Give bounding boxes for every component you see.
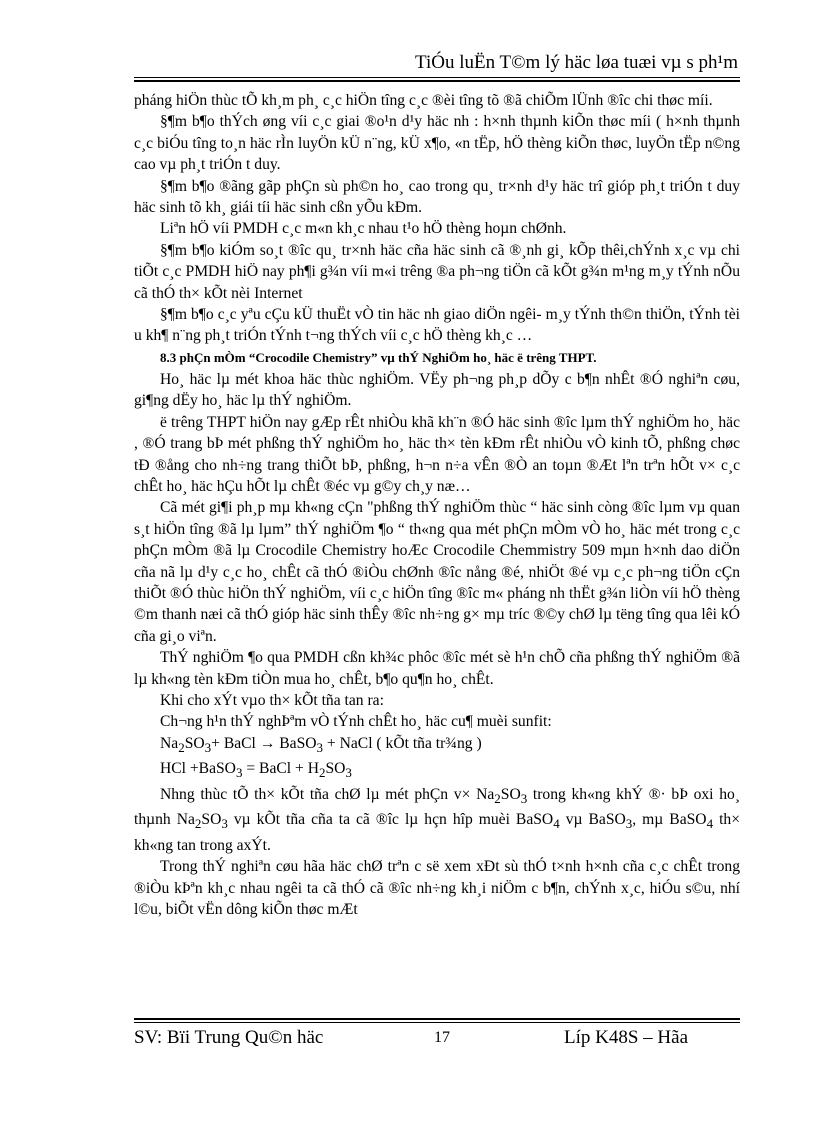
class-label: Líp K48S – Hãa [564,1027,689,1048]
text: SO [500,785,521,803]
header-rule [134,77,740,78]
equation [134,733,740,759]
section-heading: 8.3 phÇn mÒm “Crocodile Chemistry” vµ thÝ NghiÖm ho¸ häc ë trêng THPT. [160,349,597,365]
paragraph: §¶m b¶o thÝch øng víi c¸c giai ®o¹n d¹y häc nh : h×nh thµnh kiÕn thøc míi ( h×nh thµnh c¸c biÓu tîng to¸n häc rÌn luyÖn kÜ n¨ng, kÜ x¶o, «n tËp, hÖ thèng kiÕn thøc, luyÖn tËp n©ng cao vµ ph¸t triÓn t duy. [134,113,740,174]
paragraph: Trong thÝ nghiªn cøu hãa häc chØ trªn c së xem xÐt sù thÓ t×nh h×nh cña c¸c chÊt trong ®iÒu kÞªn kh¸c nhau ngêi ta cã thÓ cã ®îc nh÷ng kh¸i niÖm c b¶n, chÝnh x¸c, hiÓu s©u, nhí l©u, biÕt vËn dông kiÕn thøc mÆt [134,858,740,919]
eq-text: SO [325,760,346,778]
eq-sub: 3 [204,739,212,755]
paragraph: §¶m b¶o c¸c yªu cÇu kÜ thuËt vÒ tin häc nh giao diÖn ngêi- m¸y tÝnh th©n thiÖn, tÝnh tèi u kh¶ n¨ng ph¸t triÓn tÝnh t¬ng thÝch víi c¸c hÖ thèng kh¸c … [134,306,740,345]
footer-rule-thick [134,1018,740,1020]
text-sub: 3 [520,790,528,806]
paragraph: ë trêng THPT hiÖn nay gÆp rÊt nhiÒu khã kh¨n ®Ó häc sinh ®îc lµm thÝ nghiÖm ho¸ häc , ®Ó trang bÞ mét phßng thÝ nghiÖm ho¸ häc th× tèn kÐm rÊt nhiÒu vÒ kinh tÕ, phßng chøc tÐ ®ång cho nh÷ng trang thiÕt bÞ, phßng, h¬n n÷a vÊn ®Ò an toµn ®Æt lªn trªn hÕt v× c¸c chÊt ho¸ häc hÇu hÕt lµ chÊt ®éc vµ g©y ch¸y næ… [134,413,740,495]
paragraph: §¶m b¶o kiÓm so¸t ®îc qu¸ tr×nh häc cña häc sinh cã ®¸nh gi¸ kÕp thêi,chÝnh x¸c vµ chi tiÕt c¸c PMDH hiÖ nay ph¶i g¾n víi m«i trêng ®a ph¬ng tiÖn cã kÕt g¾n m¹ng m¸y tÝnh nÕu cã thÓ th× kÕt nèi Internet [134,241,740,302]
eq-sub: 3 [345,765,352,781]
document-body [134,90,740,920]
paragraph: Cã mét gi¶i ph¸p mµ kh«ng cÇn "phßng thÝ nghiÖm thùc “ häc sinh còng ®îc lµm vµ quan s¸t hiÖn tîng ®ã lµ lµm” thÝ nghiÖm ¶o “ th«ng qua mét phÇn mÒm vÒ ho¸ häc mét trong c¸c phÇn mÒm ®ã lµ Crocodile Chemistry hoÆc Crocodile Chemmistry 509 mµn h×nh dao diÖn cña nã lµ d¹y c¸c ho¸ chÊt cã thÓ ®iÒu chØnh ®îc nång ®é, nhiÖt ®é vµ c¸c ph¬ng tiÖn cÇn thiÕt ®Ó thùc hiÖn thÝ nghiÖm, víi c¸c hiÖn tîng ®îc m« pháng nh thËt g¾n liÒn víi hÖ thèng ©m thanh næi cã thÓ gióp häc sinh thÊy ®îc nh÷ng g× mµ tríc ®©y chØ lµ tëng tîng qua lêi kÓ cña gi¸o viªn. [134,499,740,645]
student-name: SV: Bïi Trung Qu©n häc [134,1027,324,1048]
eq-text: + BaCl [211,734,260,752]
text-sub: 3 [625,816,633,832]
text: th× kh«ng tan trong axÝt. [134,811,740,854]
equation [134,758,740,784]
eq-sub: 2 [318,765,326,781]
eq-sub: 3 [235,765,243,781]
text-sub: 2 [494,790,501,806]
paragraph: Khi cho xÝt vµo th× kÕt tña tan ra: [160,691,384,709]
eq-sub: 3 [316,739,324,755]
arrow-icon: → [259,734,276,752]
eq-text: + NaCl ( kÕt tña tr¾ng ) [323,734,482,752]
eq-sub: 2 [178,739,185,755]
text: vµ BaSO [559,811,626,829]
text: Nhng thùc tÕ th× kÕt tña chØ lµ mét phÇn v× Na [160,785,495,803]
text-sub: 2 [194,816,202,832]
eq-text: HCl +BaSO [160,760,236,778]
text-sub: 4 [553,816,560,832]
paragraph: Ho¸ häc lµ mét khoa häc thùc nghiÖm. VËy ph¬ng ph¸p dÕy c b¶n nhÊt ®Ó nghiªn cøu, gi¶ng dËy ho¸ häc lµ thÝ nghiÖm. [134,370,740,410]
paragraph: pháng hiÖn thùc tÕ kh¸m ph¸ c¸c hiÖn tîng c¸c ®èi tîng tõ ®ã chiÕm lÜnh ®îc chi thøc míi. [134,92,713,109]
header-rule-thick [134,80,740,82]
paragraph: §¶m b¶o ®ãng gãp phÇn sù ph©n ho¸ cao trong qu¸ tr×nh d¹y häc trî gióp ph¸t triÓn t duy häc sinh tõ kh¸ giái tíi häc sinh cßn yÕu kÐm. [134,177,740,217]
eq-text: Na [160,734,179,752]
footer-rule [134,1022,740,1023]
text-sub: 3 [221,816,228,832]
eq-text: BaSO [275,734,317,752]
text: , mµ BaSO [632,811,707,829]
text: trong kh«ng khÝ ®· bÞ oxi ho¸ thµnh Na [134,785,740,829]
text-sub: 4 [706,816,714,832]
eq-text: SO [184,734,205,752]
paragraph: ThÝ nghiÖm ¶o qua PMDH cßn kh¾c phôc ®îc mét sè h¹n chÕ cña phßng thÝ nghiÖm ®ã lµ kh«ng tèn kÐm tiÒn mua ho¸ chÊt, b¶o qu¶n ho¸ chÊt. [134,649,740,688]
page-header: TiÓu luËn T©m lý häc løa tuæi vµ s ph¹m [415,52,738,73]
paragraph: Ch¬ng h¹n thÝ nghÞªm vÒ tÝnh chÊt ho¸ häc cu¶ muèi sunfit: [160,713,552,731]
eq-text: = BaCl + H [242,760,319,778]
paragraph [134,784,740,856]
text: vµ kÕt tña cña ta cã ®îc lµ hçn hîp muèi BaSO [227,811,554,829]
page-number: 17 [434,1029,450,1046]
text: SO [201,811,222,829]
paragraph: Liªn hÖ víi PMDH c¸c m«n kh¸c nhau t¹o hÖ thèng hoµn chØnh. [160,220,567,238]
